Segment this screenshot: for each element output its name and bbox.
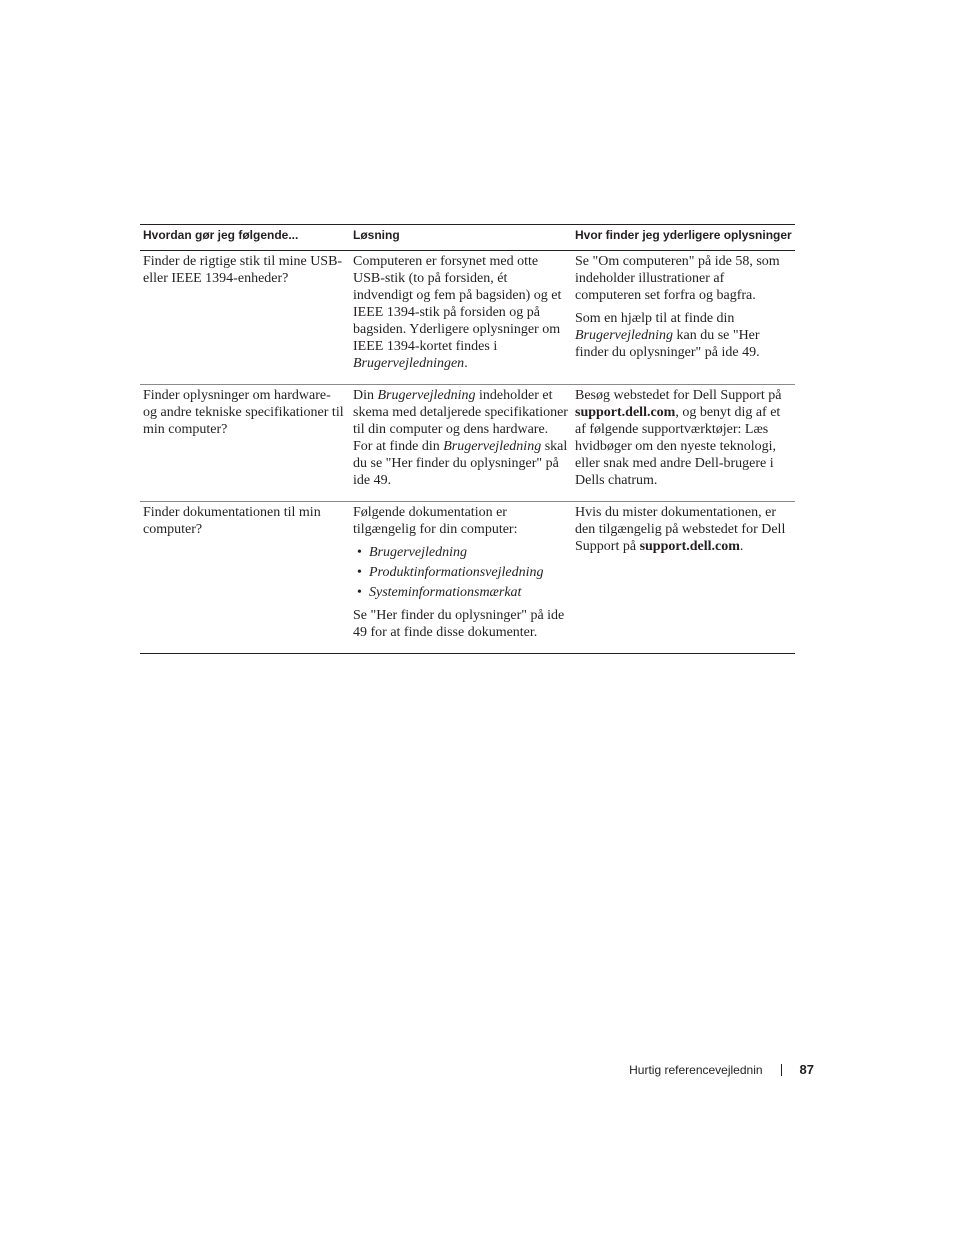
table-row: [140, 385, 795, 502]
info-italic-text: Brugervejledning: [575, 328, 673, 343]
info-text: .: [739, 539, 744, 554]
info-paragraph: [575, 253, 792, 304]
header-how-do-i: Hvordan gør jeg følgende...: [140, 225, 350, 251]
solution-intro: Følgende dokumentation er tilgængelig for din computer:: [353, 505, 518, 537]
info-paragraph: [575, 504, 792, 555]
solution-paragraph: [353, 253, 569, 372]
support-link[interactable]: support.dell.com: [575, 405, 676, 420]
solution-cell: [350, 502, 572, 654]
reference-table: [140, 224, 795, 654]
solution-paragraph: [353, 387, 569, 489]
list-item: • Brugervejledning: [353, 544, 569, 561]
support-link[interactable]: support.dell.com: [639, 539, 740, 554]
solution-text: skal du se "Her finder du oplysninger" på ide 49.: [353, 439, 568, 488]
info-paragraph: [575, 310, 792, 361]
list-item: • Systeminformationsmærkat: [353, 584, 569, 601]
documentation-list: [353, 544, 569, 601]
page-number: 87: [799, 1062, 814, 1077]
info-text: Hvis du mister dokumentationen, er den tilgængelig på webstedet for Dell Support på: [575, 505, 786, 554]
table-row: [140, 251, 795, 385]
table-header: [140, 225, 795, 251]
info-text: Se "Om computeren" på ide 58, som indeholder illustrationer af computeren set forfra og bagfra.: [575, 254, 780, 303]
solution-cell: [350, 251, 572, 385]
solution-cell: [350, 385, 572, 502]
solution-text: indeholder et skema med detaljerede specifikationer til din computer og dens hardware. For at finde din: [353, 388, 568, 454]
info-cell: [572, 502, 795, 654]
solution-text: Computeren er forsynet med otte USB-stik (to på forsiden, ét indvendigt og fem på bagsiden) og et IEEE 1394-stik på forsiden og på bagsiden. Yderligere oplysninger om IEEE 1394-kortet findes i: [353, 254, 562, 354]
info-text: kan du se "Her finder du oplysninger" på ide 49.: [575, 328, 760, 360]
info-cell: [572, 251, 795, 385]
question-cell: Finder dokumentationen til min computer?: [140, 502, 350, 654]
info-text: , og benyt dig af et af følgende supportværktøjer: Læs hvidbøger om den nyeste teknologi, eller snak med andre Dell-brugere i Dells chatrum.: [575, 405, 781, 488]
header-more-info: Hvor finder jeg yderligere oplysninger: [572, 225, 795, 251]
solution-outro: Se "Her finder du oplysninger" på ide 49 for at finde disse dokumenter.: [353, 608, 565, 640]
page-footer: [629, 1062, 814, 1078]
info-text: Besøg webstedet for Dell Support på: [575, 388, 782, 403]
question-cell: Finder oplysninger om hardware- og andre tekniske specifikationer til min computer?: [140, 385, 350, 502]
header-solution: Løsning: [350, 225, 572, 251]
solution-text: .: [464, 356, 468, 371]
table-body: [140, 251, 795, 654]
solution-italic-text: Brugervejledning: [443, 439, 542, 454]
table-header-row: [140, 225, 795, 251]
question-cell: Finder de rigtige stik til mine USB- eller IEEE 1394-enheder?: [140, 251, 350, 385]
solution-italic-text: Brugervejledning: [377, 388, 476, 403]
solution-text: Din: [353, 388, 378, 403]
footer-divider: [781, 1064, 782, 1076]
footer-title: Hurtig referencevejlednin: [629, 1063, 763, 1077]
info-text: Som en hjælp til at finde din: [575, 311, 735, 326]
table-row: [140, 502, 795, 654]
list-item: • Produktinformationsvejledning: [353, 564, 569, 581]
info-paragraph: [575, 387, 792, 489]
solution-italic-text: Brugervejledningen: [353, 356, 465, 371]
info-cell: [572, 385, 795, 502]
